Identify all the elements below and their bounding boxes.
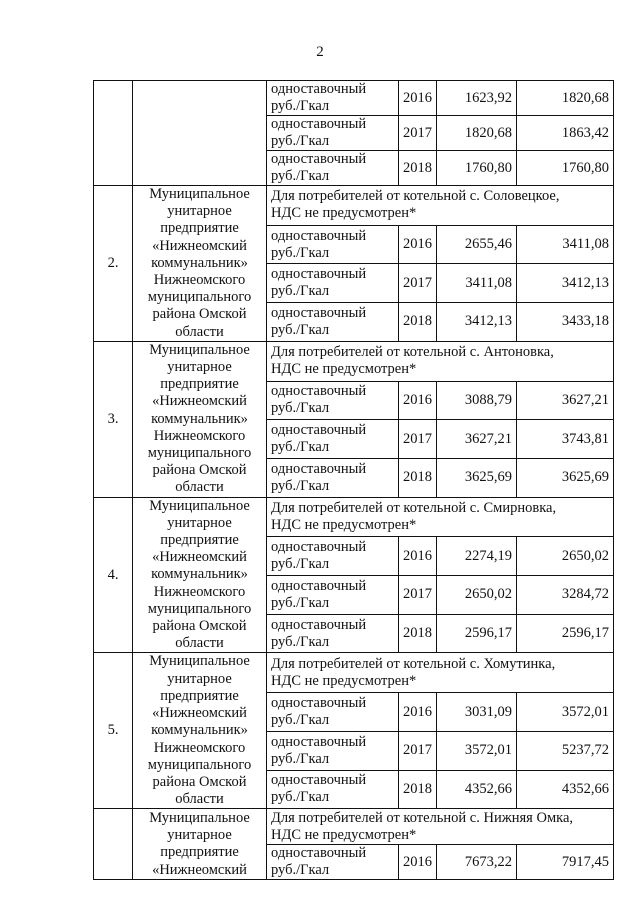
tariff-type-name: одноставочный: [271, 845, 367, 862]
tariff-unit: руб./Гкал: [271, 400, 330, 417]
organization-name-line: унитарное: [167, 670, 232, 687]
tariff-value-first-half: 1760,80: [437, 151, 517, 186]
table-row: [94, 809, 614, 845]
year-cell: 2016: [399, 225, 437, 264]
organization-name-line: предприятие: [160, 687, 239, 704]
organization-name-line: унитарное: [167, 203, 232, 220]
tariff-type-name: одноставочный: [271, 733, 367, 750]
year-cell: 2016: [399, 81, 437, 116]
consumer-description: Для потребителей от котельной с. Смирновка,: [271, 500, 557, 517]
consumer-cell: [267, 653, 614, 693]
table-row: [94, 497, 614, 537]
row-number-cell: 5.: [94, 653, 133, 809]
tariff-type-cell: [267, 225, 399, 264]
tariff-type-cell: [267, 420, 399, 459]
organization-name-line: унитарное: [167, 514, 232, 531]
organization-name-line: муниципального: [147, 289, 252, 306]
organization-name-line: района Омской: [152, 773, 247, 790]
year-cell: 2018: [399, 303, 437, 342]
organization-name-line: области: [175, 791, 224, 808]
tariff-type-cell: [267, 693, 399, 732]
tariff-unit: руб./Гкал: [271, 168, 330, 184]
tariff-value-second-half: 2596,17: [517, 614, 614, 653]
tariff-unit: руб./Гкал: [271, 712, 330, 729]
tariff-type-cell: [267, 81, 399, 116]
organization-name-line: «Нижнеомский: [152, 861, 247, 878]
tariff-type-cell: [267, 614, 399, 653]
tariff-value-first-half: 2596,17: [437, 614, 517, 653]
tariff-type-cell: [267, 576, 399, 615]
tariff-type-name: одноставочный: [271, 383, 367, 400]
organization-name-line: предприятие: [160, 844, 239, 861]
tariff-type-cell: [267, 458, 399, 497]
tariff-value-second-half: 1863,42: [517, 116, 614, 151]
tariff-value-second-half: 3743,81: [517, 420, 614, 459]
tariff-value-first-half: 3412,13: [437, 303, 517, 342]
year-cell: 2018: [399, 614, 437, 653]
year-cell: 2018: [399, 151, 437, 186]
tariff-type-name: одноставочный: [271, 695, 367, 712]
organization-name-line: Муниципальное: [149, 809, 250, 826]
tariff-value-first-half: 2650,02: [437, 576, 517, 615]
tariff-type-name: одноставочный: [271, 81, 367, 97]
organization-name-line: коммунальник»: [151, 566, 248, 583]
tariff-unit: руб./Гкал: [271, 594, 330, 611]
year-cell: 2017: [399, 420, 437, 459]
organization-name-line: Муниципальное: [149, 341, 250, 358]
tariff-value-first-half: 4352,66: [437, 770, 517, 809]
tariff-type-name: одноставочный: [271, 772, 367, 789]
vat-note: НДС не предусмотрен*: [271, 361, 417, 378]
organization-name-line: предприятие: [160, 220, 239, 237]
year-cell: 2018: [399, 458, 437, 497]
organization-cell: [133, 497, 267, 653]
organization-name-line: «Нижнеомский: [152, 393, 247, 410]
tariff-unit: руб./Гкал: [271, 750, 330, 767]
tariff-value-second-half: 3625,69: [517, 458, 614, 497]
tariff-type-cell: [267, 116, 399, 151]
consumer-cell: [267, 186, 614, 226]
organization-cell: [133, 81, 267, 186]
year-cell: 2017: [399, 264, 437, 303]
tariff-value-second-half: 3412,13: [517, 264, 614, 303]
page-number: 2: [316, 44, 324, 60]
tariff-type-name: одноставочный: [271, 266, 367, 283]
year-cell: 2018: [399, 770, 437, 809]
organization-name-line: коммунальник»: [151, 410, 248, 427]
row-number-cell: 3.: [94, 341, 133, 497]
tariff-type-name: одноставочный: [271, 151, 367, 167]
tariff-unit: руб./Гкал: [271, 556, 330, 573]
organization-name-line: муниципального: [147, 600, 252, 617]
tariff-unit: руб./Гкал: [271, 789, 330, 806]
tariff-type-cell: [267, 770, 399, 809]
consumer-description: Для потребителей от котельной с. Нижняя Омка,: [271, 809, 574, 826]
tariff-unit: руб./Гкал: [271, 244, 330, 261]
row-number-cell: 2.: [94, 186, 133, 342]
tariff-unit: руб./Гкал: [271, 633, 330, 650]
vat-note: НДС не предусмотрен*: [271, 517, 417, 534]
table-row: [94, 186, 614, 226]
tariff-type-cell: [267, 151, 399, 186]
tariff-unit: руб./Гкал: [271, 477, 330, 494]
tariff-value-first-half: 3627,21: [437, 420, 517, 459]
tariff-table-body: [94, 81, 614, 880]
organization-name-line: Нижнеомского: [153, 739, 246, 756]
organization-cell: [133, 809, 267, 880]
tariff-value-second-half: 4352,66: [517, 770, 614, 809]
organization-name-line: района Омской: [152, 306, 247, 323]
tariff-value-second-half: 1820,68: [517, 81, 614, 116]
tariff-unit: руб./Гкал: [271, 439, 330, 456]
table-row: [94, 81, 614, 116]
tariff-unit: руб./Гкал: [271, 862, 330, 879]
tariff-value-second-half: 5237,72: [517, 731, 614, 770]
consumer-description: Для потребителей от котельной с. Хомутинка,: [271, 655, 556, 672]
organization-name-line: области: [175, 323, 224, 340]
tariff-type-name: одноставочный: [271, 422, 367, 439]
year-cell: 2017: [399, 731, 437, 770]
tariff-value-first-half: 3625,69: [437, 458, 517, 497]
tariff-value-second-half: 2650,02: [517, 537, 614, 576]
tariff-type-cell: [267, 303, 399, 342]
organization-name-line: Нижнеомского: [153, 427, 246, 444]
row-number-cell: [94, 81, 133, 186]
tariff-type-name: одноставочный: [271, 460, 367, 477]
tariff-type-name: одноставочный: [271, 116, 367, 132]
tariff-value-first-half: 3088,79: [437, 381, 517, 420]
organization-name-line: Нижнеомского: [153, 272, 246, 289]
row-number-cell: 4.: [94, 497, 133, 653]
tariff-value-second-half: 3433,18: [517, 303, 614, 342]
organization-cell: [133, 186, 267, 342]
tariff-unit: руб./Гкал: [271, 133, 330, 149]
vat-note: НДС не предусмотрен*: [271, 826, 417, 843]
organization-name-line: области: [175, 635, 224, 652]
tariff-type-name: одноставочный: [271, 616, 367, 633]
year-cell: 2016: [399, 845, 437, 880]
consumer-cell: [267, 497, 614, 537]
organization-name-line: Муниципальное: [149, 653, 250, 670]
organization-name-line: муниципального: [147, 756, 252, 773]
organization-name-line: предприятие: [160, 532, 239, 549]
organization-name-line: унитарное: [167, 359, 232, 376]
tariff-value-first-half: 2274,19: [437, 537, 517, 576]
organization-name-line: муниципального: [147, 445, 252, 462]
tariff-type-name: одноставочный: [271, 539, 367, 556]
vat-note: НДС не предусмотрен*: [271, 672, 417, 689]
tariff-type-cell: [267, 845, 399, 880]
consumer-description: Для потребителей от котельной с. Соловецкое,: [271, 188, 560, 205]
organization-name-line: района Омской: [152, 618, 247, 635]
consumer-description: Для потребителей от котельной с. Антоновка,: [271, 344, 554, 361]
organization-name-line: коммунальник»: [151, 722, 248, 739]
tariff-type-name: одноставочный: [271, 227, 367, 244]
table-row: [94, 341, 614, 381]
tariff-value-second-half: 3411,08: [517, 225, 614, 264]
tariff-value-second-half: 7917,45: [517, 845, 614, 880]
consumer-cell: [267, 341, 614, 381]
tariff-unit: руб./Гкал: [271, 98, 330, 114]
organization-name-line: унитарное: [167, 827, 232, 844]
tariff-value-first-half: 3411,08: [437, 264, 517, 303]
organization-name-line: области: [175, 479, 224, 496]
organization-cell: [133, 341, 267, 497]
tariff-value-first-half: 1623,92: [437, 81, 517, 116]
organization-name-line: «Нижнеомский: [152, 549, 247, 566]
tariff-type-cell: [267, 731, 399, 770]
tariff-value-first-half: 2655,46: [437, 225, 517, 264]
consumer-cell: [267, 809, 614, 845]
tariff-value-first-half: 1820,68: [437, 116, 517, 151]
organization-name-line: Муниципальное: [149, 497, 250, 514]
year-cell: 2017: [399, 576, 437, 615]
table-row: [94, 653, 614, 693]
tariff-value-second-half: 3284,72: [517, 576, 614, 615]
year-cell: 2016: [399, 537, 437, 576]
tariff-type-name: одноставочный: [271, 304, 367, 321]
organization-name-line: Муниципальное: [149, 186, 250, 202]
tariff-value-second-half: 3572,01: [517, 693, 614, 732]
organization-name-line: предприятие: [160, 376, 239, 393]
organization-name-line: «Нижнеомский: [152, 237, 247, 254]
tariff-value-first-half: 3031,09: [437, 693, 517, 732]
vat-note: НДС не предусмотрен*: [271, 205, 417, 222]
organization-cell: [133, 653, 267, 809]
organization-name-line: коммунальник»: [151, 254, 248, 271]
tariff-value-second-half: 3627,21: [517, 381, 614, 420]
tariff-value-first-half: 7673,22: [437, 845, 517, 880]
organization-name-line: «Нижнеомский: [152, 705, 247, 722]
tariff-type-cell: [267, 381, 399, 420]
tariff-type-cell: [267, 537, 399, 576]
tariff-type-cell: [267, 264, 399, 303]
year-cell: 2016: [399, 381, 437, 420]
tariff-value-second-half: 1760,80: [517, 151, 614, 186]
organization-name-line: Нижнеомского: [153, 583, 246, 600]
year-cell: 2016: [399, 693, 437, 732]
tariff-value-first-half: 3572,01: [437, 731, 517, 770]
tariff-unit: руб./Гкал: [271, 321, 330, 338]
tariff-type-name: одноставочный: [271, 577, 367, 594]
organization-name-line: района Омской: [152, 462, 247, 479]
tariff-unit: руб./Гкал: [271, 283, 330, 300]
tariff-table: [93, 80, 614, 880]
row-number-cell: [94, 809, 133, 880]
year-cell: 2017: [399, 116, 437, 151]
